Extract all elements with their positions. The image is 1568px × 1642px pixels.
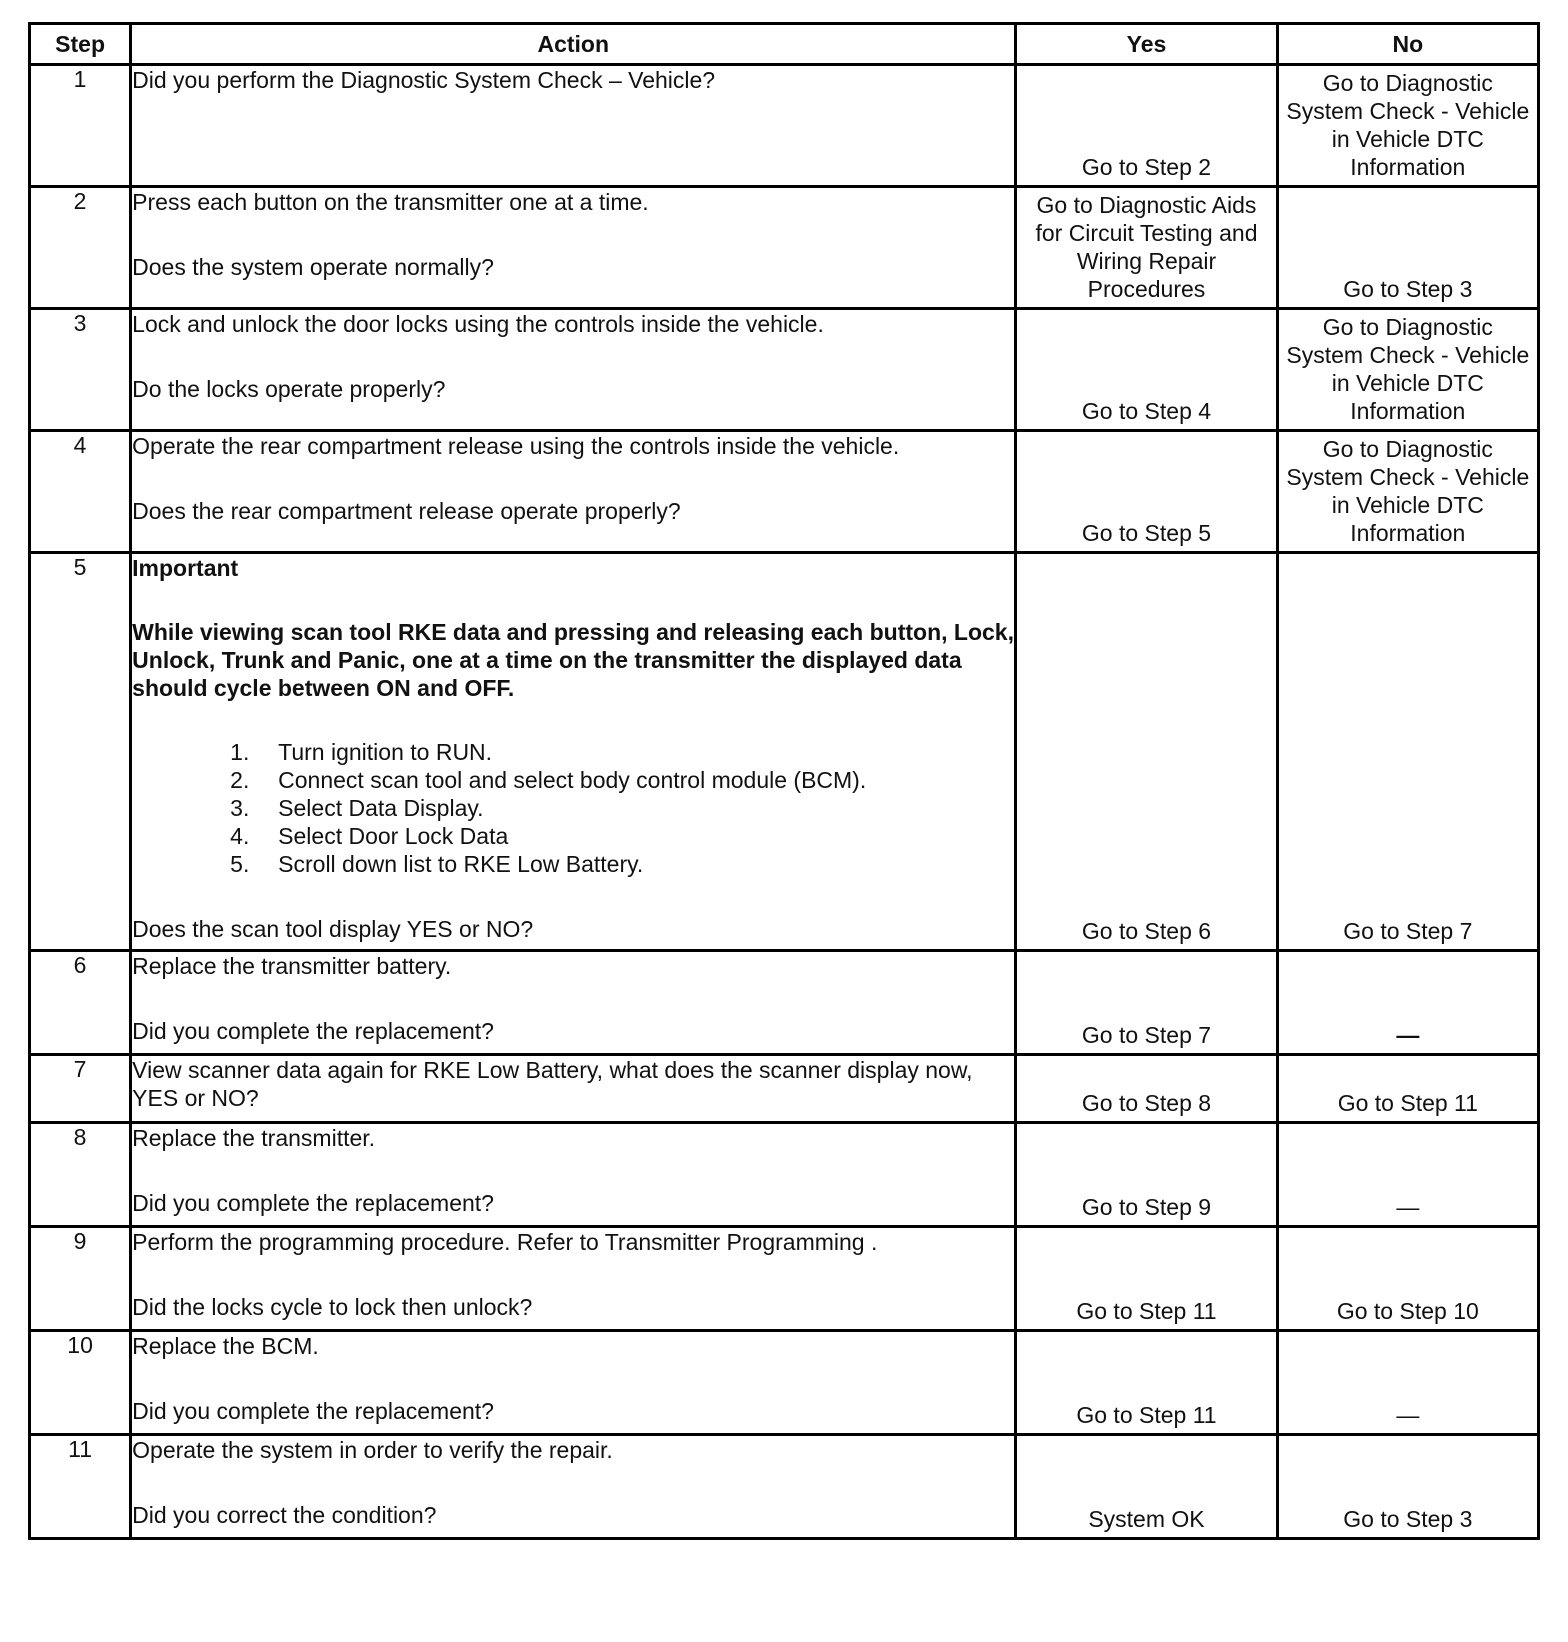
step-number: 11: [30, 1435, 131, 1539]
no-result: Go to Step 3: [1343, 276, 1473, 302]
table-row: [30, 1435, 1539, 1539]
header-row: [30, 24, 1539, 65]
table-row: [30, 1123, 1539, 1227]
table-row: [30, 65, 1539, 187]
no-result: Go to Step 7: [1343, 918, 1473, 944]
important-title: Important: [132, 555, 239, 581]
action-text: Did you perform the Diagnostic System Check – Vehicle?: [132, 67, 716, 93]
step-number: 3: [30, 309, 131, 431]
yes-cell: [1016, 553, 1277, 951]
no-result: —: [1396, 1022, 1420, 1048]
no-cell: [1277, 1331, 1538, 1435]
table-row: [30, 1331, 1539, 1435]
step-number: 7: [30, 1055, 131, 1123]
no-cell: [1277, 431, 1538, 553]
table-row: [30, 309, 1539, 431]
yes-result: Go to Step 11: [1076, 1298, 1217, 1324]
action-cell: [131, 951, 1016, 1055]
header-no: No: [1277, 24, 1538, 65]
action-cell: [131, 65, 1016, 187]
list-item: 2. Connect scan tool and select body control module (BCM).: [230, 767, 867, 793]
step-number: 4: [30, 431, 131, 553]
action-text: Replace the BCM.: [132, 1333, 319, 1359]
action-cell: [131, 1055, 1016, 1123]
no-result: Go to Diagnostic System Check - Vehicle in Vehicle DTC Information: [1286, 70, 1530, 180]
question-text: Did you complete the replacement?: [132, 1190, 494, 1216]
no-cell: [1277, 951, 1538, 1055]
question-text: Do the locks operate properly?: [132, 376, 446, 402]
step-number: 5: [30, 553, 131, 951]
question-text: Does the system operate normally?: [132, 254, 494, 280]
yes-cell: [1016, 1435, 1277, 1539]
question-text: Did you correct the condition?: [132, 1502, 437, 1528]
list-item: 5. Scroll down list to RKE Low Battery.: [230, 851, 644, 877]
action-cell: [131, 1227, 1016, 1331]
question-text: Did the locks cycle to lock then unlock?: [132, 1294, 533, 1320]
yes-result: System OK: [1088, 1506, 1205, 1532]
no-result: Go to Step 3: [1343, 1506, 1473, 1532]
important-text: While viewing scan tool RKE data and pressing and releasing each button, Lock, Unlock, Trunk and Panic, one at a time on the transmitter the displayed data should cycle between ON and OFF.: [132, 619, 1014, 701]
action-text: Perform the programming procedure. Refer to Transmitter Programming .: [132, 1229, 878, 1255]
list-item: 1. Turn ignition to RUN.: [230, 739, 493, 765]
list-item: 3. Select Data Display.: [230, 795, 484, 821]
question-text: Did you complete the replacement?: [132, 1398, 494, 1424]
action-text: Press each button on the transmitter one at a time.: [132, 189, 649, 215]
action-text: Replace the transmitter battery.: [132, 953, 452, 979]
action-cell: [131, 1331, 1016, 1435]
yes-cell: [1016, 1227, 1277, 1331]
question-text: Did you complete the replacement?: [132, 1018, 494, 1044]
table-row: [30, 951, 1539, 1055]
no-result: Go to Step 10: [1336, 1298, 1479, 1324]
yes-result: Go to Step 4: [1081, 398, 1212, 424]
yes-result: Go to Step 7: [1081, 1022, 1212, 1048]
action-text: Operate the system in order to verify the repair.: [132, 1437, 613, 1463]
yes-cell: [1016, 65, 1277, 187]
no-cell: [1277, 553, 1538, 951]
action-cell: [131, 187, 1016, 309]
question-text: Does the rear compartment release operate properly?: [132, 498, 681, 524]
step-number: 2: [30, 187, 131, 309]
no-cell: [1277, 309, 1538, 431]
yes-result: Go to Step 8: [1081, 1090, 1212, 1116]
no-cell: [1277, 187, 1538, 309]
yes-result: Go to Step 11: [1076, 1402, 1217, 1428]
table-row: [30, 431, 1539, 553]
procedure-list: [132, 738, 1014, 878]
list-item: 4. Select Door Lock Data: [230, 823, 509, 849]
yes-cell: [1016, 1123, 1277, 1227]
action-cell: [131, 553, 1016, 951]
diagnostic-table: [28, 22, 1540, 1540]
yes-cell: [1016, 187, 1277, 309]
header-yes: Yes: [1016, 24, 1277, 65]
action-cell: [131, 309, 1016, 431]
yes-cell: [1016, 1055, 1277, 1123]
no-result: Go to Diagnostic System Check - Vehicle in Vehicle DTC Information: [1286, 314, 1530, 424]
yes-cell: [1016, 309, 1277, 431]
header-step: Step: [30, 24, 131, 65]
action-text: Operate the rear compartment release using the controls inside the vehicle.: [132, 433, 900, 459]
no-cell: [1277, 1123, 1538, 1227]
yes-result: Go to Diagnostic Aids for Circuit Testing and Wiring Repair Procedures: [1035, 192, 1258, 302]
action-cell: [131, 431, 1016, 553]
step-number: 1: [30, 65, 131, 187]
table-row: [30, 187, 1539, 309]
step-number: 10: [30, 1331, 131, 1435]
step-number: 8: [30, 1123, 131, 1227]
no-cell: [1277, 1435, 1538, 1539]
header-action: Action: [131, 24, 1016, 65]
action-text: Lock and unlock the door locks using the controls inside the vehicle.: [132, 311, 824, 337]
table-row: [30, 1227, 1539, 1331]
yes-result: Go to Step 2: [1081, 154, 1212, 180]
yes-cell: [1016, 1331, 1277, 1435]
action-text: Replace the transmitter.: [132, 1125, 376, 1151]
no-result: —: [1396, 1402, 1420, 1428]
no-result: Go to Diagnostic System Check - Vehicle in Vehicle DTC Information: [1286, 436, 1530, 546]
action-text: View scanner data again for RKE Low Battery, what does the scanner display now, YES or NO?: [132, 1057, 973, 1111]
table-row: [30, 1055, 1539, 1123]
yes-result: Go to Step 9: [1081, 1194, 1212, 1220]
action-cell: [131, 1123, 1016, 1227]
no-cell: [1277, 65, 1538, 187]
step-number: 9: [30, 1227, 131, 1331]
question-text: Does the scan tool display YES or NO?: [132, 916, 534, 942]
yes-result: Go to Step 5: [1081, 520, 1212, 546]
no-cell: [1277, 1055, 1538, 1123]
no-cell: [1277, 1227, 1538, 1331]
table-row: [30, 553, 1539, 951]
yes-result: Go to Step 6: [1081, 918, 1212, 944]
action-cell: [131, 1435, 1016, 1539]
no-result: —: [1396, 1194, 1420, 1220]
step-number: 6: [30, 951, 131, 1055]
yes-cell: [1016, 431, 1277, 553]
no-result: Go to Step 11: [1337, 1090, 1478, 1116]
yes-cell: [1016, 951, 1277, 1055]
